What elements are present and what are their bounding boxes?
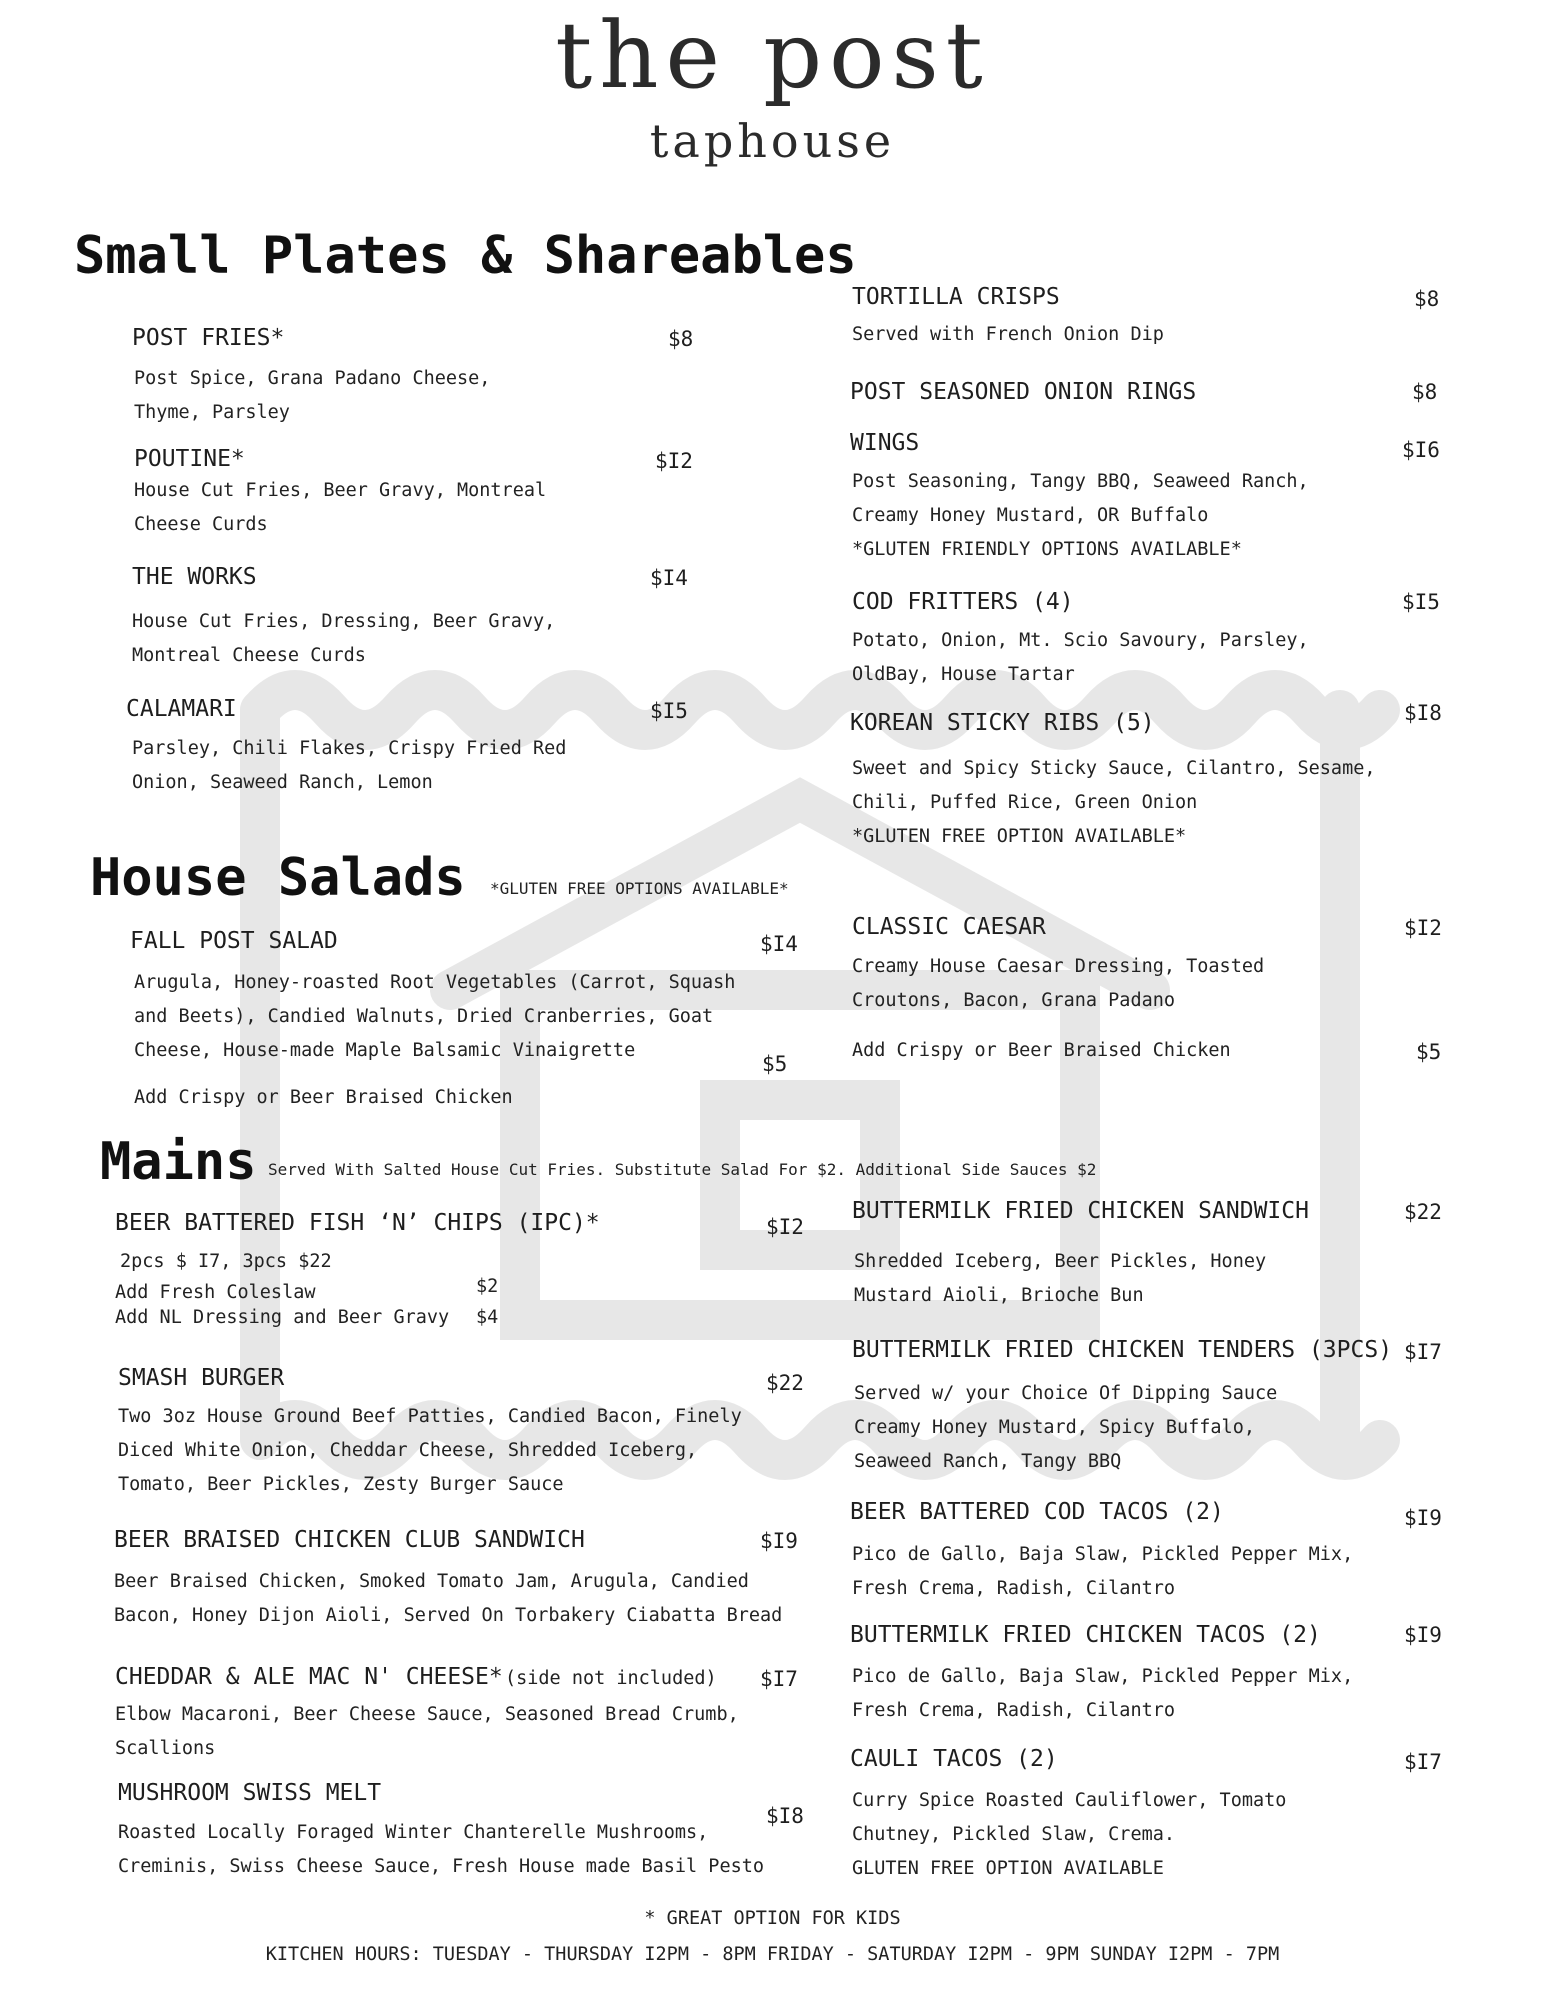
item-name: BUTTERMILK FRIED CHICKEN TACOS (2) xyxy=(850,1622,1321,1648)
item-description: Post Seasoning, Tangy BBQ, Seaweed Ranch, Creamy Honey Mustard, OR Buffalo *GLUTEN FRIENDLY OPTIONS AVAILABLE* xyxy=(852,471,1309,560)
item-price: $I9 xyxy=(1404,1623,1442,1647)
item-pieces: 2pcs $ I7, 3pcs $22 xyxy=(120,1251,332,1272)
item-name: BEER BATTERED COD TACOS (2) xyxy=(850,1499,1224,1525)
item-price: $I7 xyxy=(760,1667,798,1691)
item-name: SMASH BURGER xyxy=(118,1365,285,1391)
addon-text: Add Crispy or Beer Braised Chicken xyxy=(852,1040,1231,1061)
item-price: $I8 xyxy=(766,1804,804,1828)
item-name: TORTILLA CRISPS xyxy=(852,284,1060,310)
section-title-mains: Mains xyxy=(100,1132,257,1192)
item-description: Post Spice, Grana Padano Cheese, Thyme, Parsley xyxy=(134,368,491,423)
item-name: MUSHROOM SWISS MELT xyxy=(118,1780,382,1806)
item-name: POUTINE* xyxy=(134,446,245,472)
item-price: $22 xyxy=(1404,1200,1442,1224)
brand-subtitle: taphouse xyxy=(649,114,896,168)
item-description: House Cut Fries, Beer Gravy, Montreal Cheese Curds xyxy=(134,480,547,535)
item-price: $I6 xyxy=(1402,438,1440,462)
item-description: Pico de Gallo, Baja Slaw, Pickled Pepper Mix, Fresh Crema, Radish, Cilantro xyxy=(852,1544,1354,1599)
brand-name: the post xyxy=(555,2,990,109)
addon-text: Add Crispy or Beer Braised Chicken xyxy=(134,1087,513,1108)
item-price: $I2 xyxy=(766,1215,804,1239)
item-name: WINGS xyxy=(850,430,920,456)
item-name: THE WORKS xyxy=(132,564,257,590)
item-price: $I4 xyxy=(650,566,688,590)
item-name: KOREAN STICKY RIBS (5) xyxy=(850,710,1155,736)
item-name: POST FRIES* xyxy=(132,325,285,351)
item-description: Pico de Gallo, Baja Slaw, Pickled Pepper Mix, Fresh Crema, Radish, Cilantro xyxy=(852,1666,1354,1721)
mains-note: Served With Salted House Cut Fries. Substitute Salad For $2. Additional Side Sauces $2 xyxy=(268,1160,1097,1179)
item-name: CHEDDAR & ALE MAC N' CHEESE* xyxy=(115,1664,503,1690)
item-description: Beer Braised Chicken, Smoked Tomato Jam, Arugula, Candied Bacon, Honey Dijon Aioli, Served On Torbakery Ciabatta Bread xyxy=(114,1571,783,1626)
item-description: Sweet and Spicy Sticky Sauce, Cilantro, Sesame, Chili, Puffed Rice, Green Onion *GLUTEN FREE OPTION AVAILABLE* xyxy=(852,758,1376,847)
addon-text: Add NL Dressing and Beer Gravy xyxy=(115,1307,450,1328)
item-description: Served w/ your Choice Of Dipping Sauce Creamy Honey Mustard, Spicy Buffalo, Seaweed Ranch, Tangy BBQ xyxy=(854,1383,1278,1472)
section-title-small-plates: Small Plates & Shareables xyxy=(74,226,857,286)
item-price: $22 xyxy=(766,1371,804,1395)
item-price: $8 xyxy=(1412,380,1438,404)
item-description: House Cut Fries, Dressing, Beer Gravy, Montreal Cheese Curds xyxy=(132,611,556,666)
item-description: Roasted Locally Foraged Winter Chanterelle Mushrooms, Creminis, Swiss Cheese Sauce, Fresh House made Basil Pesto xyxy=(118,1822,765,1877)
item-name: COD FRITTERS (4) xyxy=(852,589,1074,615)
item-price: $8 xyxy=(1414,287,1440,311)
item-name: FALL POST SALAD xyxy=(130,928,338,954)
item-price: $I2 xyxy=(1404,916,1442,940)
item-name: BEER BATTERED FISH ‘N’ CHIPS (IPC)* xyxy=(115,1210,600,1236)
item-name: BEER BRAISED CHICKEN CLUB SANDWICH xyxy=(114,1527,585,1553)
item-description: Potato, Onion, Mt. Scio Savoury, Parsley, OldBay, House Tartar xyxy=(852,630,1309,685)
section-title-salads: House Salads xyxy=(90,848,466,908)
item-description: Arugula, Honey-roasted Root Vegetables (Carrot, Squash and Beets), Candied Walnuts, Dried Cranberries, Goat Cheese, House-made Maple Balsamic Vinaigrette xyxy=(134,972,736,1061)
item-name: CLASSIC CAESAR xyxy=(852,914,1046,940)
addon-text: Add Fresh Coleslaw xyxy=(115,1282,316,1303)
addon-price: $5 xyxy=(1416,1040,1442,1064)
item-name: CAULI TACOS (2) xyxy=(850,1746,1058,1772)
item-note: (side not included) xyxy=(505,1668,717,1689)
item-description: Shredded Iceberg, Beer Pickles, Honey Mustard Aioli, Brioche Bun xyxy=(854,1251,1267,1306)
item-description: Creamy House Caesar Dressing, Toasted Croutons, Bacon, Grana Padano xyxy=(852,956,1265,1011)
item-name: BUTTERMILK FRIED CHICKEN SANDWICH xyxy=(852,1198,1309,1224)
item-description: Served with French Onion Dip xyxy=(852,324,1164,345)
item-price: $I8 xyxy=(1404,701,1442,725)
addon-price: $4 xyxy=(476,1307,499,1328)
addon-price: $5 xyxy=(762,1052,788,1076)
item-name: POST SEASONED ONION RINGS xyxy=(850,379,1197,405)
item-price: $I9 xyxy=(1404,1506,1442,1530)
kids-note: * GREAT OPTION FOR KIDS xyxy=(644,1908,901,1929)
item-price: $I7 xyxy=(1404,1750,1442,1774)
item-price: $I4 xyxy=(760,932,798,956)
kitchen-hours: KITCHEN HOURS: TUESDAY - THURSDAY I2PM - 8PM FRIDAY - SATURDAY I2PM - 9PM SUNDAY I2PM - 7PM xyxy=(265,1944,1280,1965)
item-price: $I9 xyxy=(760,1529,798,1553)
salads-note: *GLUTEN FREE OPTIONS AVAILABLE* xyxy=(490,879,789,898)
item-description: Two 3oz House Ground Beef Patties, Candied Bacon, Finely Diced White Onion, Cheddar Cheese, Shredded Iceberg, Tomato, Beer Pickles, Zesty Burger Sauce xyxy=(118,1406,742,1495)
item-price: $I5 xyxy=(1402,590,1440,614)
item-description: Elbow Macaroni, Beer Cheese Sauce, Seasoned Bread Crumb, Scallions xyxy=(115,1704,739,1759)
item-price: $I7 xyxy=(1404,1340,1442,1364)
item-description: Parsley, Chili Flakes, Crispy Fried Red Onion, Seaweed Ranch, Lemon xyxy=(132,738,567,793)
item-price: $I2 xyxy=(655,449,693,473)
addon-price: $2 xyxy=(476,1276,499,1297)
item-price: $8 xyxy=(668,327,694,351)
item-price: $I5 xyxy=(650,699,688,723)
item-name: CALAMARI xyxy=(126,696,237,722)
item-name: BUTTERMILK FRIED CHICKEN TENDERS (3PCS) xyxy=(852,1337,1393,1363)
item-description: Curry Spice Roasted Cauliflower, Tomato Chutney, Pickled Slaw, Crema. GLUTEN FREE OPTION AVAILABLE xyxy=(852,1790,1287,1879)
